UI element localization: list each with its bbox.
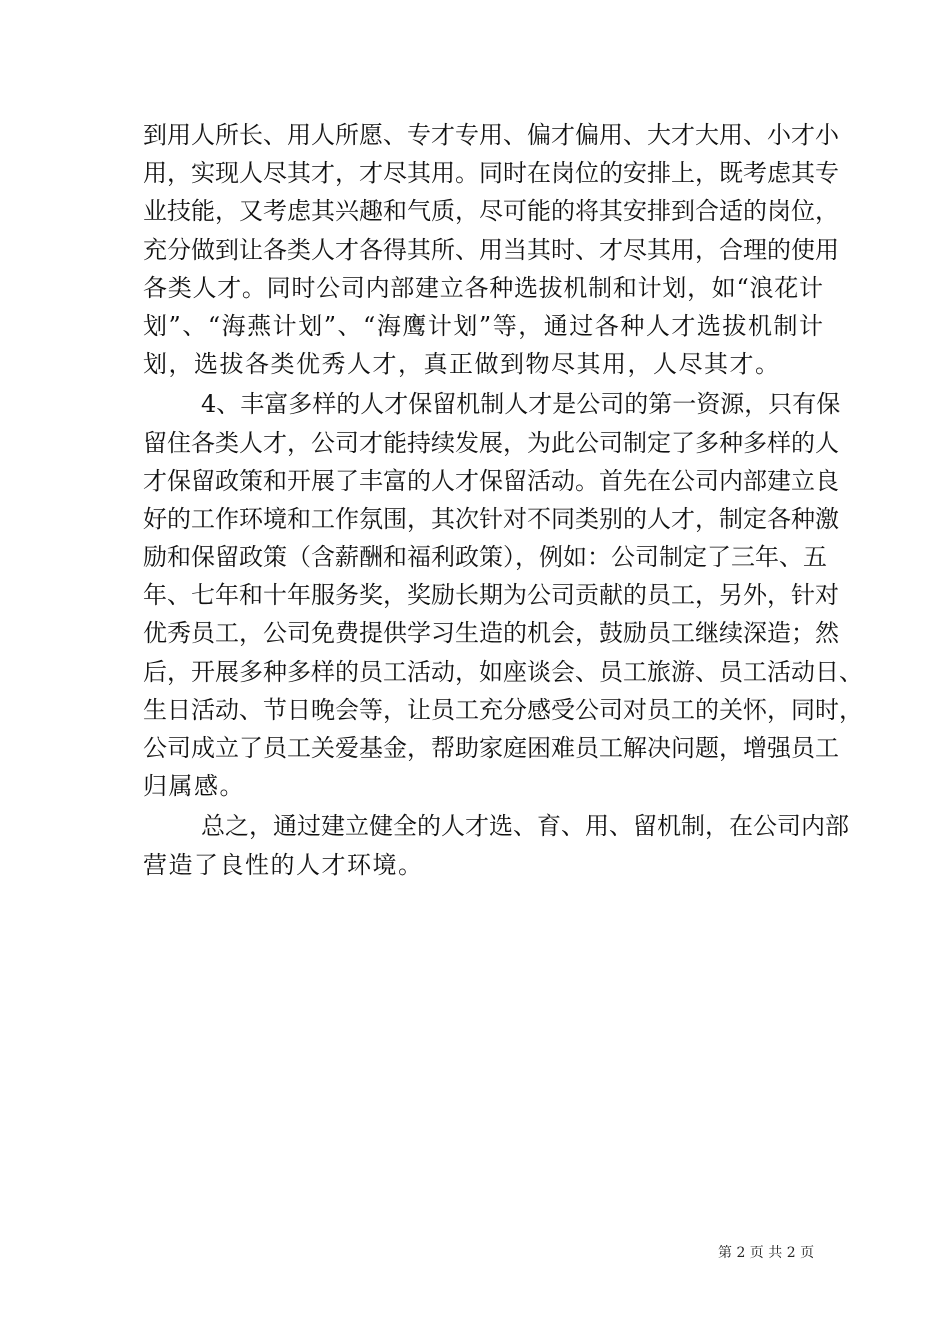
page-number-footer: 第 2 页 共 2 页 xyxy=(718,1245,815,1261)
paragraph-talent-usage xyxy=(143,116,839,383)
text-line: 营造了良性的人才环境。 xyxy=(143,850,424,879)
text-line: 后，开展多种多样的员工活动，如座谈会、员工旅游、员工活动日、 xyxy=(143,657,863,686)
text-line: 总之，通过建立健全的人才选、育、用、留机制，在公司内部 xyxy=(201,812,849,841)
text-line: 留住各类人才，公司才能持续发展，为此公司制定了多种多样的人 xyxy=(143,428,839,457)
text-line: 到用人所长、用人所愿、专才专用、偏才偏用、大才大用、小才小 xyxy=(143,121,839,149)
text-line: 用，实现人尽其才，才尽其用。同时在岗位的安排上，既考虑其专 xyxy=(143,159,839,188)
paragraph-talent-retention xyxy=(143,385,863,805)
text-line: 公司成立了员工关爱基金，帮助家庭困难员工解决问题，增强员工 xyxy=(143,734,839,762)
document-body xyxy=(143,116,863,884)
text-line: 划，选拔各类优秀人才，真正做到物尽其用，人尽其才。 xyxy=(143,350,781,379)
paragraph-conclusion xyxy=(143,807,849,883)
text-line: 励和保留政策（含薪酬和福利政策），例如：公司制定了三年、五 xyxy=(143,543,827,572)
text-line: 年、七年和十年服务奖，奖励长期为公司贡献的员工，另外，针对 xyxy=(143,581,839,610)
text-line: 4、丰富多样的人才保留机制人才是公司的第一资源，只有保 xyxy=(201,390,841,419)
text-line: 好的工作环境和工作氛围，其次针对不同类别的人才，制定各种激 xyxy=(143,504,839,533)
text-line: 业技能，又考虑其兴趣和气质，尽可能的将其安排到合适的岗位， xyxy=(143,197,839,226)
text-line: 生日活动、节日晚会等，让员工充分感受公司对员工的关怀，同时， xyxy=(143,695,863,724)
text-line: 充分做到让各类人才各得其所、用当其时、才尽其用，合理的使用 xyxy=(143,235,839,264)
text-line: 划”、“海燕计划”、“海鹰计划”等，通过各种人才选拔机制计 xyxy=(143,311,823,340)
text-line: 归属感。 xyxy=(143,772,245,801)
text-line: 才保留政策和开展了丰富的人才保留活动。首先在公司内部建立良 xyxy=(143,466,839,495)
text-line: 各类人才。同时公司内部建立各种选拔机制和计划，如“浪花计 xyxy=(143,273,823,302)
text-line: 优秀员工，公司免费提供学习生造的机会，鼓励员工继续深造；然 xyxy=(143,619,839,648)
